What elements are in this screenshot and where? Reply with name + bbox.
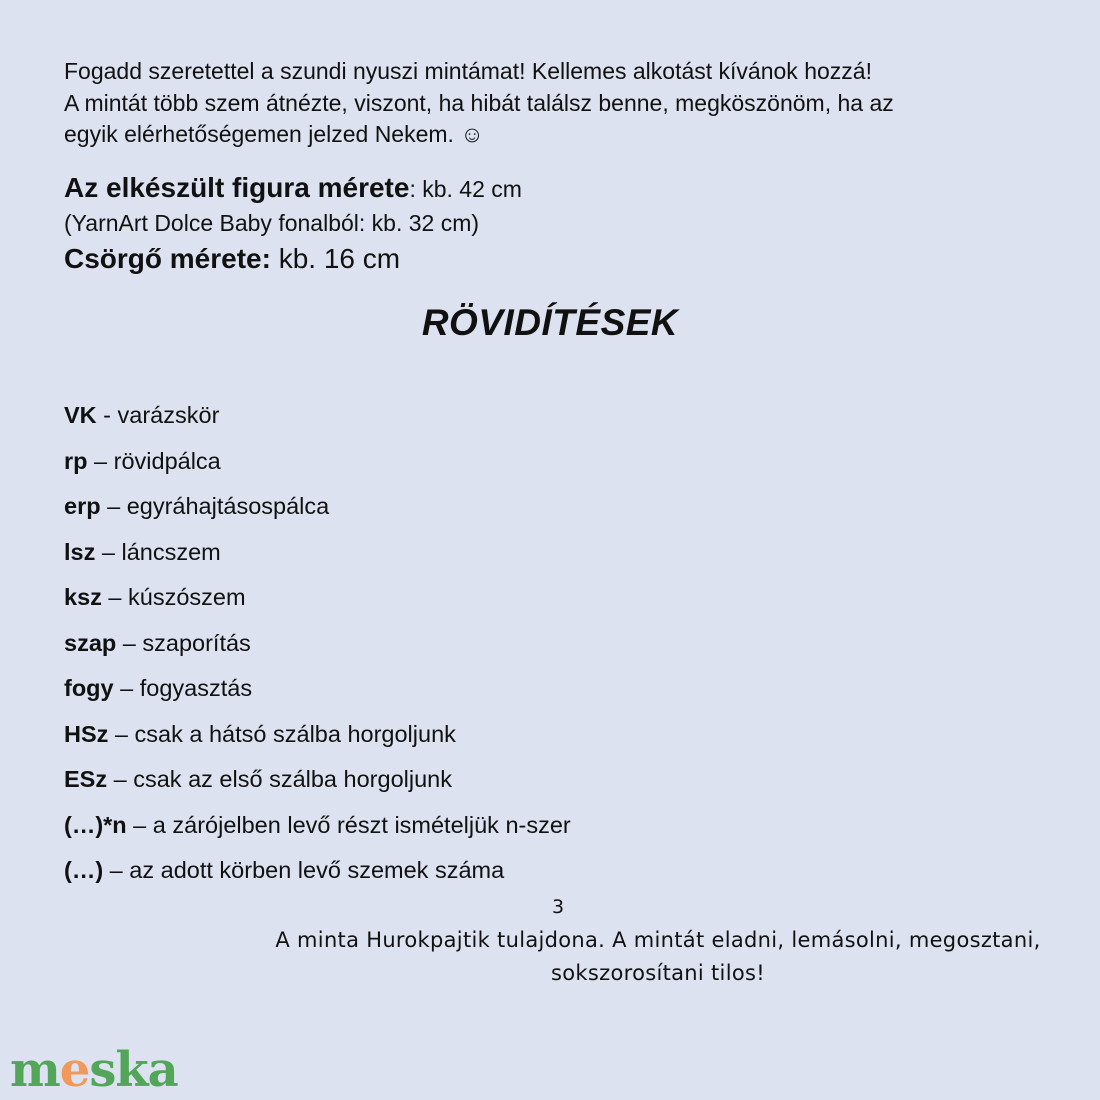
abbreviation-item [64, 670, 1044, 716]
abbreviation-term: rp [64, 447, 88, 474]
abbreviation-item [64, 807, 1044, 853]
abbreviation-item [64, 443, 1044, 489]
copyright-line: sokszorosítani tilos! [551, 961, 765, 985]
logo-text: m [10, 1042, 60, 1098]
abbreviation-item [64, 761, 1044, 807]
intro-line: egyik elérhetőségemen jelzed Nekem. ☺ [64, 121, 484, 147]
abbreviation-desc: – egyráhajtásospálca [100, 493, 330, 519]
size-info [64, 170, 1044, 279]
abbreviation-term: ESz [64, 766, 108, 792]
copyright-line: A minta Hurokpajtik tulajdona. A mintát eladni, lemásolni, megosztani, [275, 928, 1041, 952]
abbreviation-desc: – fogyasztás [113, 675, 253, 701]
abbreviation-term: fogy [64, 675, 114, 701]
abbreviation-item [64, 579, 1044, 625]
abbreviation-item [64, 625, 1044, 671]
page-number: 3 [551, 896, 565, 918]
abbreviation-desc: – rövidpálca [87, 447, 221, 474]
logo-text: e [59, 1042, 90, 1098]
rattle-size-value: kb. 16 cm [270, 243, 401, 274]
copyright-notice [150, 924, 1100, 990]
abbreviation-term: szap [64, 629, 117, 656]
intro-line: A mintát több szem átnézte, viszont, ha hibát találsz benne, megköszönöm, ha az [64, 89, 894, 116]
abbreviation-term: lsz [64, 538, 96, 565]
abbreviation-item [64, 534, 1044, 580]
abbreviation-desc: – szaporítás [116, 629, 251, 656]
abbreviation-item [64, 716, 1044, 762]
abbreviation-desc: – csak a hátsó szálba horgoljunk [108, 720, 456, 747]
abbreviation-desc: – csak az első szálba horgoljunk [107, 766, 452, 792]
logo-text: ska [89, 1042, 178, 1098]
abbreviation-list [64, 397, 1044, 898]
figure-size-value: : kb. 42 cm [409, 176, 522, 202]
figure-size-label: Az elkészült figura mérete [64, 172, 410, 203]
abbreviation-desc: – a zárójelben levő részt ismételjük n-szer [126, 811, 571, 838]
abbreviation-desc: – láncszem [95, 538, 221, 565]
abbreviation-term: erp [64, 493, 101, 519]
figure-size [64, 170, 1044, 207]
meska-logo [10, 1040, 178, 1100]
abbreviation-desc: – kúszószem [101, 584, 246, 610]
abbreviation-desc: – az adott körben levő szemek száma [103, 857, 505, 883]
abbreviations-heading: RÖVIDÍTÉSEK [421, 302, 679, 343]
abbreviation-term: (…) [64, 857, 104, 883]
abbreviation-term: VK [64, 402, 97, 428]
abbreviation-term: HSz [64, 720, 109, 747]
yarn-note: (YarnArt Dolce Baby fonalból: kb. 32 cm) [64, 210, 480, 236]
abbreviation-item [64, 488, 1044, 534]
intro-line: Fogadd szeretettel a szundi nyuszi mintámat! Kellemes alkotást kívánok hozzá! [64, 58, 872, 84]
abbreviation-desc: - varázskör [96, 402, 220, 428]
intro-text [64, 56, 1044, 151]
abbreviation-term: ksz [64, 584, 102, 610]
abbreviation-item [64, 852, 1044, 898]
abbreviation-item [64, 397, 1044, 443]
rattle-size-label: Csörgő mérete: [64, 243, 271, 274]
abbreviation-term: (…)*n [64, 811, 127, 838]
rattle-size [64, 239, 1044, 279]
